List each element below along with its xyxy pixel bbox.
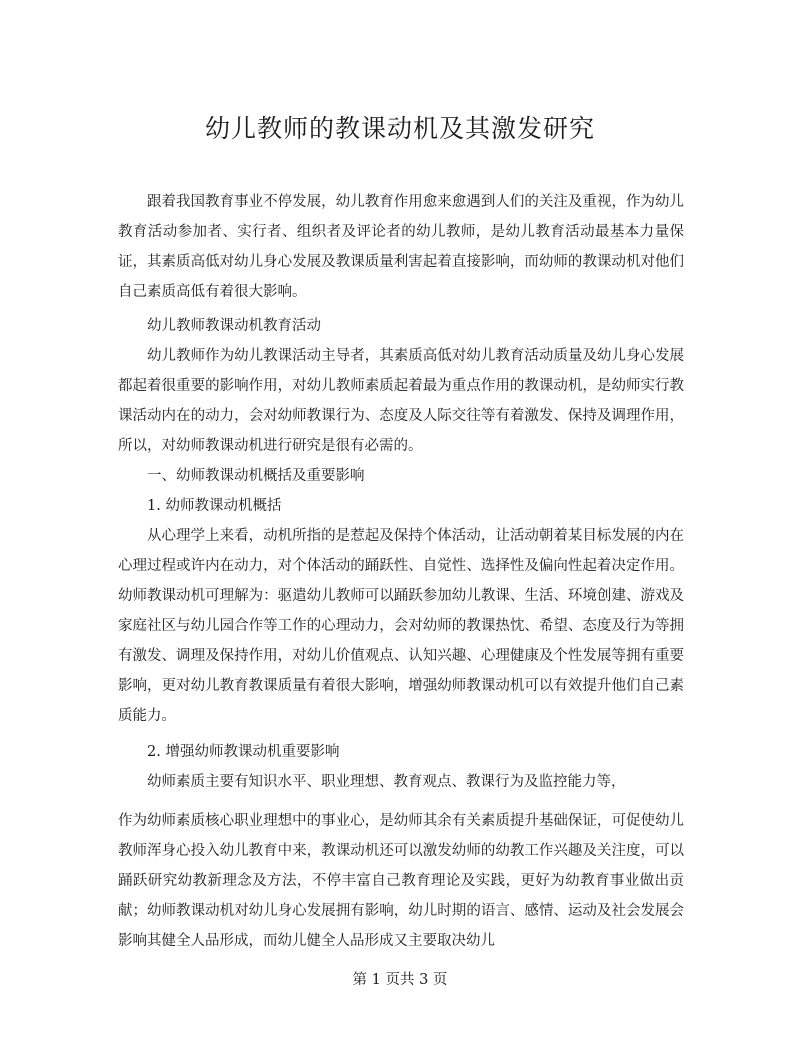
document-title: 幼儿教师的教课动机及其激发研究 — [204, 114, 595, 143]
subheading-importance: 2. 增强幼师教课动机重要影响 — [147, 744, 340, 760]
section-heading-activity: 幼儿教师教课动机教育活动 — [147, 318, 321, 334]
paragraph-activity: 幼儿教师作为幼儿教课活动主导者，其素质高低对幼儿教育活动质量及幼儿身心发展都起着很重要的影响作用，对幼儿教师素质起着最为重点作用的教课动机，是幼师实行教课活动内在的动力，会对幼师教课行为、态度及人际交往等有着激发、保持及调理作用，所以，对幼师教课动机进行研究是很有必需的。 — [118, 348, 684, 454]
paragraph-intro: 跟着我国教育事业不停发展，幼儿教育作用愈来愈遇到人们的关注及重视，作为幼儿教育活动参加者、实行者、组织者及评论者的幼儿教师，是幼儿教育活动最基本力量保证，其素质高低对幼儿身心发展及教课质量利害起着直接影响，而幼师的教课动机对他们自己素质高低有着很大影响。 — [118, 194, 684, 300]
subheading-summary: 1. 幼师教课动机概括 — [147, 498, 282, 514]
page-indicator: 第 1 页共 3 页 — [352, 972, 448, 988]
paragraph-summary: 从心理学上来看，动机所指的是惹起及保持个体活动，让活动朝着某目标发展的内在心理过程或许内在动力，对个体活动的踊跃性、自觉性、选择性及偏向性起着决定作用。幼师教课动机可理解为：驱遣幼儿教师可以踊跃参加幼儿教课、生活、环境创建、游戏及家庭社区与幼儿园合作等工作的心理动力，会对幼师的教课热忱、希望、态度及行为等拥有激发、调理及保持作用，对幼儿价值观点、认知兴趣、心理健康及个性发展等拥有重要影响，更对幼儿教育教课质量有着很大影响，增强幼师教课动机可以有效提升他们自己素质能力。 — [118, 528, 684, 724]
paragraph-importance-first-line: 幼师素质主要有知识水平、职业理想、教育观点、教课行为及监控能力等， — [147, 774, 626, 790]
paragraph-importance: 作为幼师素质核心职业理想中的事业心，是幼师其余有关素质提升基础保证，可促使幼儿教师浑身心投入幼儿教育中来，教课动机还可以激发幼师的幼教工作兴趣及关注度，可以踊跃研究幼教新理念及方法，不停丰富自己教育理论及实践，更好为幼教育事业做出贡献；幼师教课动机对幼儿身心发展拥有影响，幼儿时期的语言、感情、运动及社会发展会影响其健全人品形成，而幼儿健全人品形成又主要取决幼儿 — [118, 813, 684, 949]
section-heading-overview: 一、幼师教课动机概括及重要影响 — [147, 468, 365, 484]
